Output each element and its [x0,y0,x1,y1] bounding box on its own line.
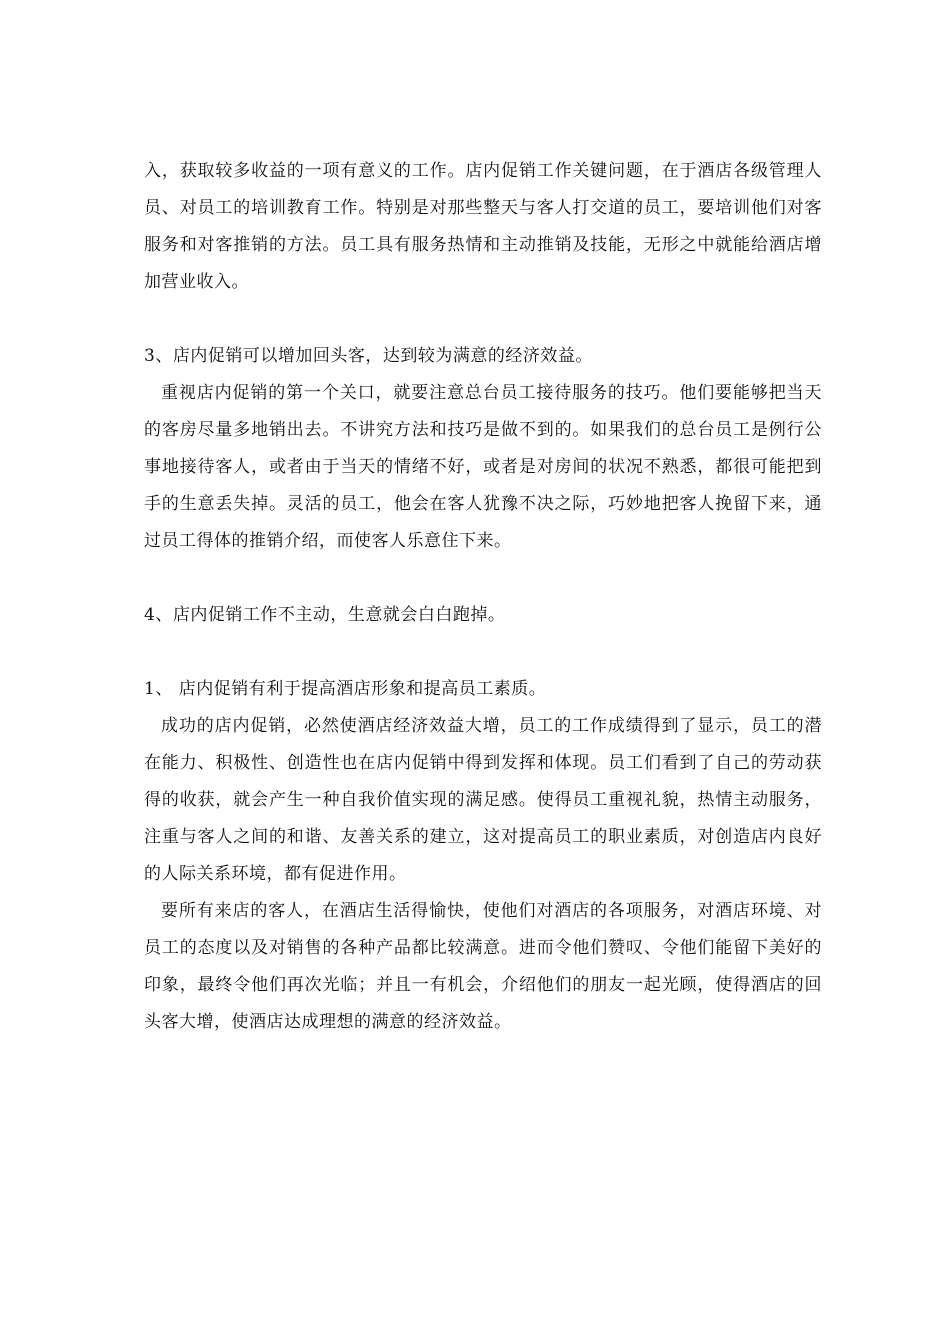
section-3-paragraph: 重视店内促销的第一个关口，就要注意总台员工接待服务的技巧。他们要能够把当天的客房尽量多地销出去。不讲究方法和技巧是做不到的。如果我们的总台员工是例行公事地接待客人，或者由于当天的情绪不好，或者是对房间的状况不熟悉，都很可能把到手的生意丢失掉。灵活的员工，他会在客人犹豫不决之际，巧妙地把客人挽留下来，通过员工得体的推销介绍，而使客人乐意住下来。 [144,383,822,551]
document-body [144,153,822,1041]
paragraph-gap [144,560,822,597]
section-1-paragraph-2: 要所有来店的客人，在酒店生活得愉快，使他们对酒店的各项服务，对酒店环境、对员工的态度以及对销售的各种产品都比较满意。进而令他们赞叹、令他们能留下美好的印象，最终令他们再次光临；并且一有机会，介绍他们的朋友一起光顾，使得酒店的回头客大增，使酒店达成理想的满意的经济效益。 [144,901,822,1032]
section-1-heading: 1、 店内促销有利于提高酒店形象和提高员工素质。 [144,679,547,699]
continuation-paragraph: 入，获取较多收益的一项有意义的工作。店内促销工作关键问题，在于酒店各级管理人员、对员工的培训教育工作。特别是对那些整天与客人打交道的员工，要培训他们对客服务和对客推销的方法。员工具有服务热情和主动推销及技能，无形之中就能给酒店增加营业收入。 [144,161,822,292]
section-1-paragraph-1: 成功的店内促销，必然使酒店经济效益大增，员工的工作成绩得到了显示，员工的潜在能力、积极性、创造性也在店内促销中得到发挥和体现。员工们看到了自己的劳动获得的收获，就会产生一种自我价值实现的满足感。使得员工重视礼貌，热情主动服务，注重与客人之间的和谐、友善关系的建立，这对提高员工的职业素质，对创造店内良好的人际关系环境，都有促进作用。 [144,716,822,884]
section-3-heading: 3、店内促销可以增加回头客，达到较为满意的经济效益。 [144,346,593,366]
paragraph-gap [144,634,822,671]
paragraph-gap [144,301,822,338]
section-4-heading: 4、店内促销工作不主动，生意就会白白跑掉。 [144,605,506,625]
